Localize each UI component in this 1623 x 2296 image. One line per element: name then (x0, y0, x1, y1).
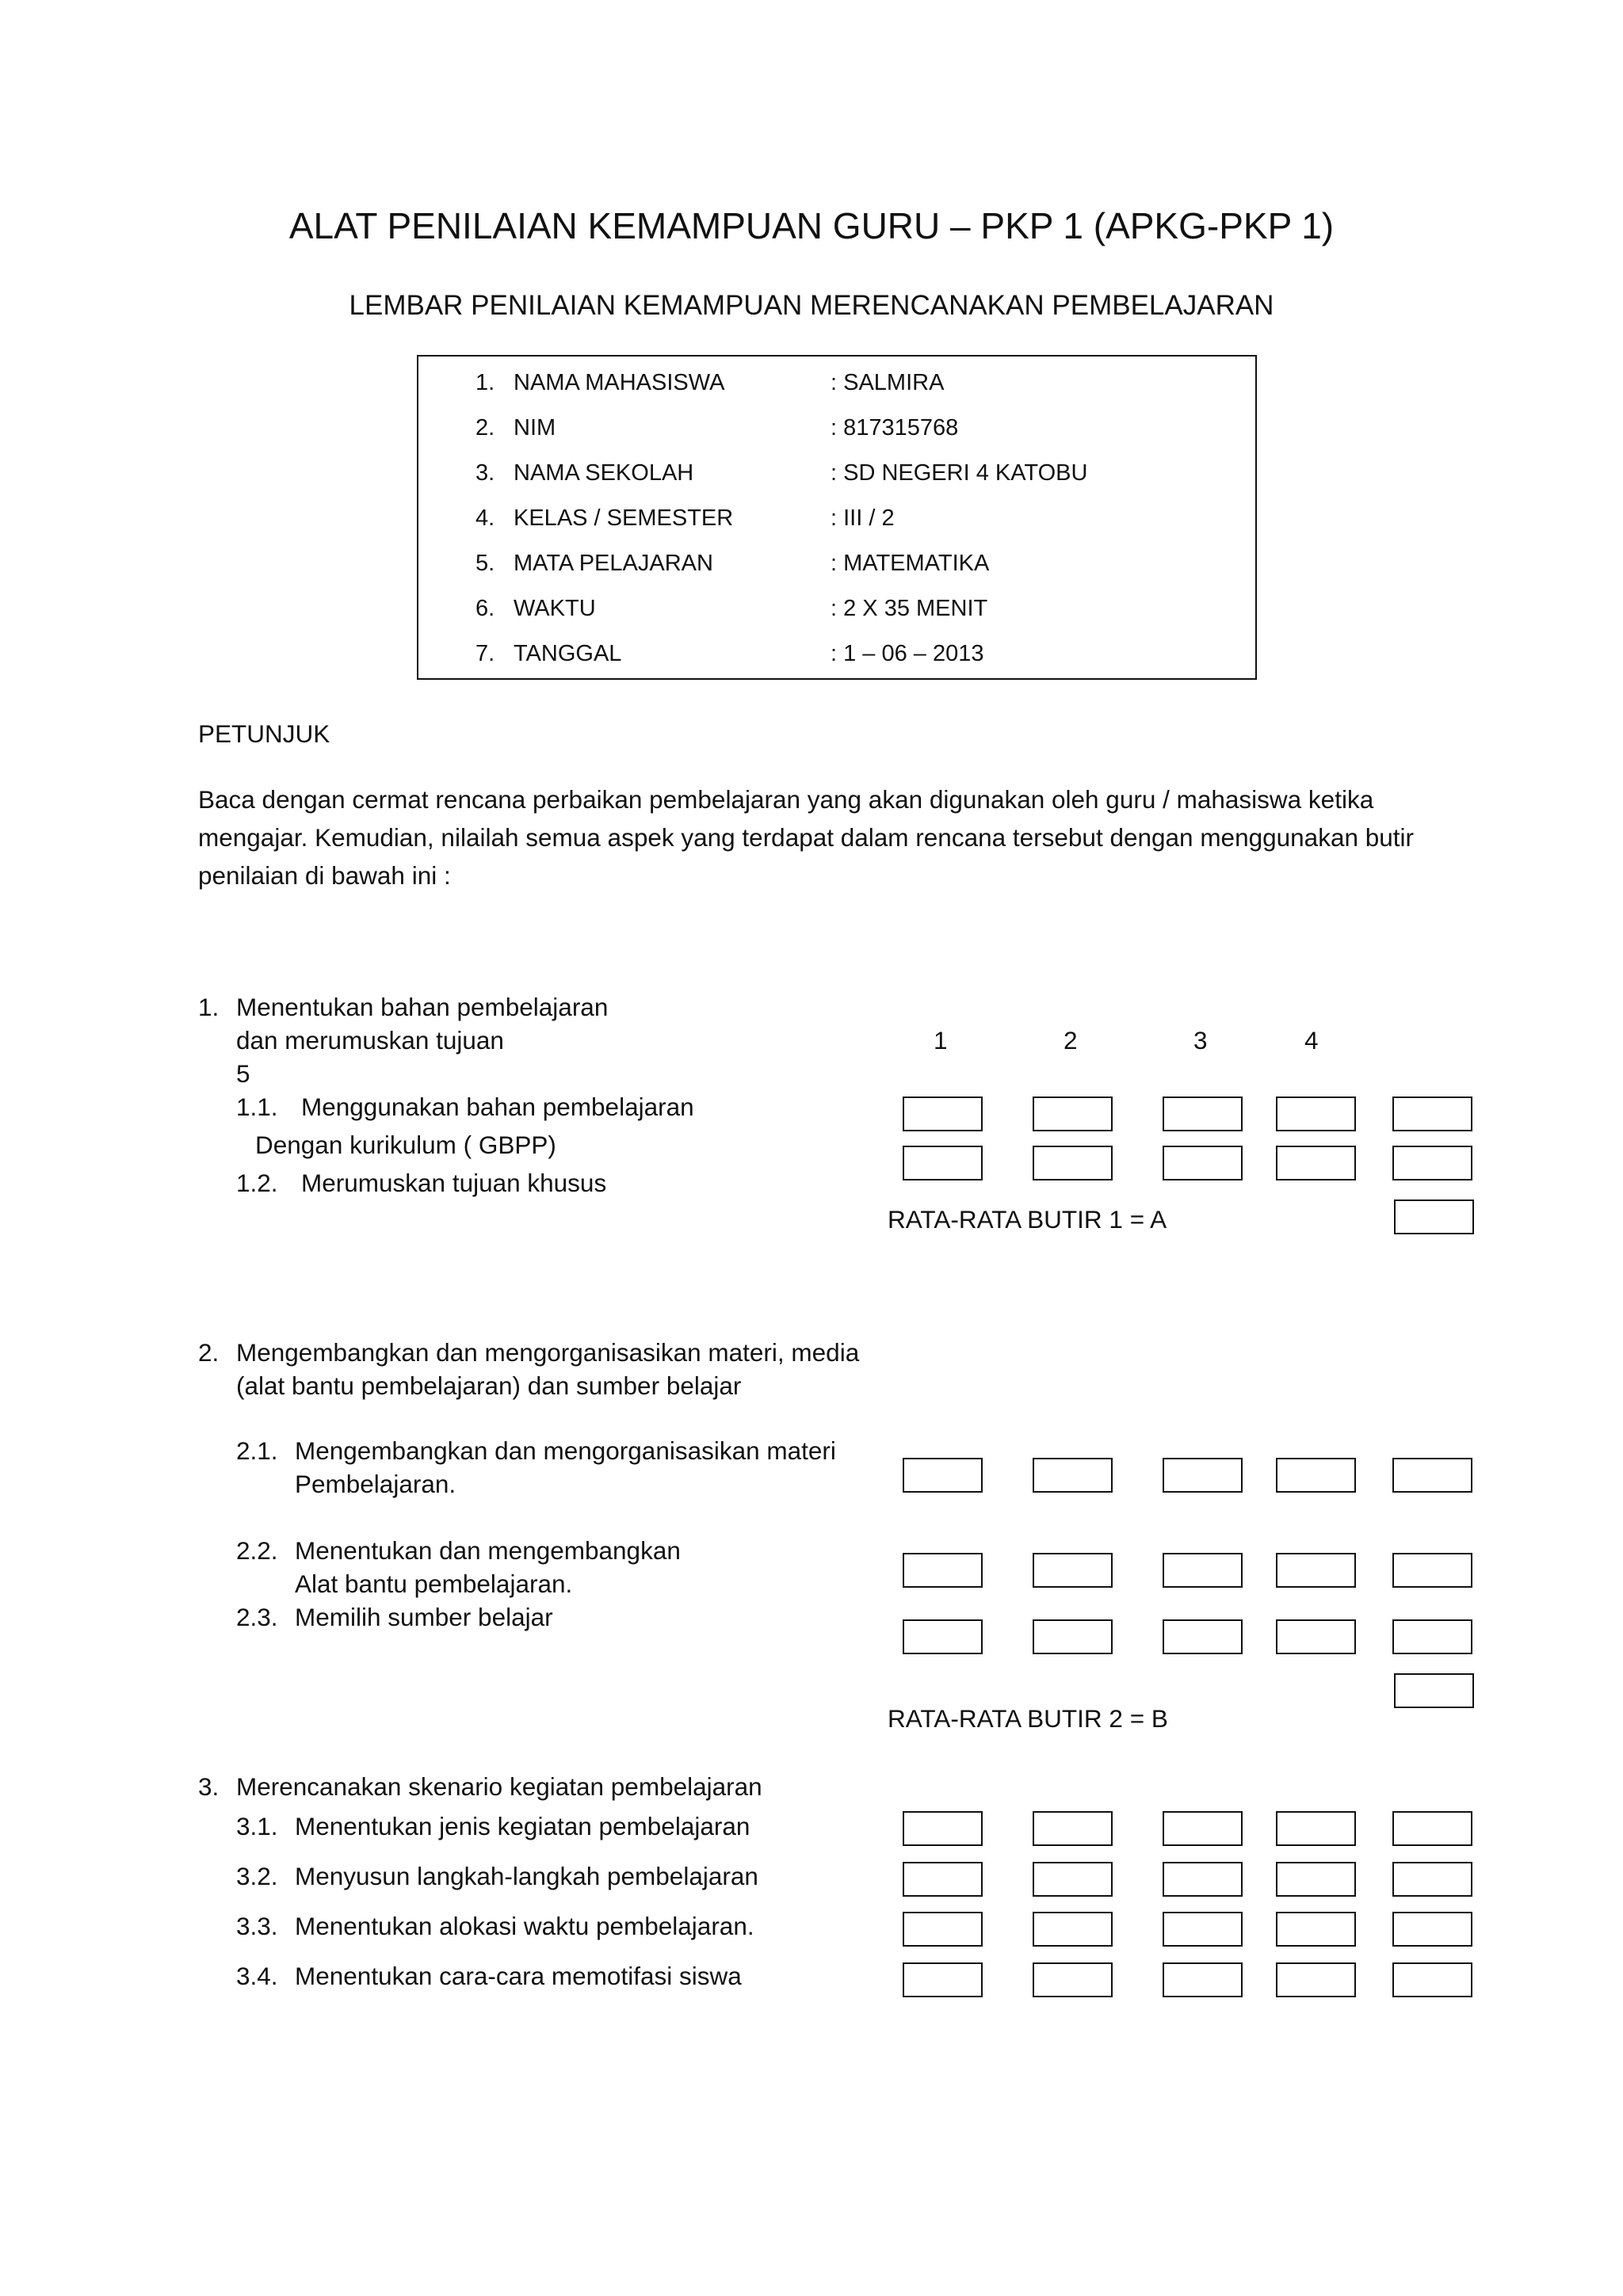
item-number: 2.1. (236, 1436, 278, 1465)
instructions-heading: PETUNJUK (198, 719, 330, 748)
info-label: NIM (514, 415, 556, 441)
item-text: Memilih sumber belajar (295, 1603, 553, 1631)
score-box[interactable] (1276, 1097, 1356, 1131)
info-value: : SALMIRA (831, 370, 945, 395)
item-text-line2: Pembelajaran. (295, 1470, 456, 1498)
item-text: Menentukan dan mengembangkan (295, 1536, 681, 1565)
info-value: : SD NEGERI 4 KATOBU (831, 460, 1088, 486)
info-label: TANGGAL (514, 641, 622, 666)
score-box[interactable] (1163, 1619, 1243, 1654)
score-box[interactable] (1163, 1097, 1243, 1131)
item-text: Mengembangkan dan mengorganisasikan materi (295, 1436, 836, 1465)
section1-number: 1. (198, 993, 220, 1021)
score-box[interactable] (1033, 1912, 1113, 1947)
info-number: 4. (475, 505, 495, 531)
section2-title-line2: (alat bantu pembelajaran) dan sumber belajar (236, 1371, 742, 1400)
item-number: 1.2. (236, 1169, 278, 1197)
score-box[interactable] (1033, 1811, 1113, 1846)
score-box[interactable] (1392, 1553, 1472, 1588)
instructions-line: mengajar. Kemudian, nilailah semua aspek yang terdapat dalam rencana tersebut dengan menggunakan butir (198, 823, 1415, 852)
score-box[interactable] (1033, 1962, 1113, 1997)
average-label-1: RATA-RATA BUTIR 1 = A (888, 1205, 1167, 1234)
score-box[interactable] (1276, 1146, 1356, 1180)
average-box-2[interactable] (1394, 1673, 1474, 1708)
page-title: ALAT PENILAIAN KEMAMPUAN GURU – PKP 1 (APKG-PKP 1) (288, 205, 1335, 246)
item-text: Menentukan alokasi waktu pembelajaran. (295, 1912, 754, 1940)
section3-title: Merencanakan skenario kegiatan pembelajaran (236, 1772, 762, 1801)
score-box[interactable] (1033, 1458, 1113, 1493)
info-label: NAMA SEKOLAH (514, 460, 694, 486)
info-value: : 1 – 06 – 2013 (831, 641, 984, 666)
average-label-2: RATA-RATA BUTIR 2 = B (888, 1704, 1168, 1733)
scale-label-3: 3 (1193, 1026, 1208, 1055)
info-number: 7. (475, 641, 495, 666)
section2-number: 2. (198, 1338, 220, 1367)
info-label: MATA PELAJARAN (514, 551, 713, 576)
score-box[interactable] (1392, 1962, 1472, 1997)
item-number: 3.4. (236, 1962, 278, 1990)
scale-label-4: 4 (1304, 1026, 1319, 1055)
score-box[interactable] (903, 1962, 983, 1997)
item-number: 3.1. (236, 1812, 278, 1840)
info-value: : 2 X 35 MENIT (831, 596, 988, 621)
score-box[interactable] (903, 1619, 983, 1654)
score-box[interactable] (1276, 1862, 1356, 1897)
item-text-line2: Alat bantu pembelajaran. (295, 1569, 573, 1598)
average-box-1[interactable] (1394, 1199, 1474, 1234)
item-text: Menentukan cara-cara memotifasi siswa (295, 1962, 742, 1990)
info-value: : 817315768 (831, 415, 959, 441)
score-box[interactable] (1392, 1912, 1472, 1947)
item-number: 3.2. (236, 1862, 278, 1890)
score-box[interactable] (903, 1553, 983, 1588)
score-box[interactable] (1163, 1146, 1243, 1180)
info-number: 2. (475, 415, 495, 441)
score-box[interactable] (1033, 1146, 1113, 1180)
info-number: 3. (475, 460, 495, 486)
item-text-line2: Dengan kurikulum ( GBPP) (255, 1131, 556, 1159)
section1-title-line3: 5 (236, 1059, 250, 1088)
score-box[interactable] (903, 1811, 983, 1846)
score-box[interactable] (1392, 1862, 1472, 1897)
score-box[interactable] (903, 1146, 983, 1180)
info-number: 6. (475, 596, 495, 621)
page-subtitle: LEMBAR PENILAIAN KEMAMPUAN MERENCANAKAN PEMBELAJARAN (349, 290, 1274, 321)
score-box[interactable] (903, 1862, 983, 1897)
item-text: Menentukan jenis kegiatan pembelajaran (295, 1812, 750, 1840)
score-box[interactable] (1276, 1811, 1356, 1846)
instructions-line: Baca dengan cermat rencana perbaikan pembelajaran yang akan digunakan oleh guru / mahasiswa ketika (198, 785, 1374, 814)
score-box[interactable] (1392, 1458, 1472, 1493)
instructions-line: penilaian di bawah ini : (198, 861, 451, 890)
info-label: NAMA MAHASISWA (514, 370, 725, 395)
score-box[interactable] (903, 1458, 983, 1493)
score-box[interactable] (1033, 1553, 1113, 1588)
info-value: : MATEMATIKA (831, 551, 990, 576)
item-text: Menyusun langkah-langkah pembelajaran (295, 1862, 758, 1890)
section3-number: 3. (198, 1772, 220, 1801)
info-label: KELAS / SEMESTER (514, 505, 734, 531)
score-box[interactable] (1163, 1458, 1243, 1493)
score-box[interactable] (1276, 1553, 1356, 1588)
score-box[interactable] (1276, 1619, 1356, 1654)
score-box[interactable] (1163, 1962, 1243, 1997)
score-box[interactable] (1276, 1458, 1356, 1493)
score-box[interactable] (1163, 1811, 1243, 1846)
section1-title: Menentukan bahan pembelajaran (236, 993, 609, 1021)
score-box[interactable] (1033, 1097, 1113, 1131)
item-number: 2.2. (236, 1536, 278, 1565)
scale-label-2: 2 (1064, 1026, 1078, 1055)
info-value: : III / 2 (831, 505, 895, 531)
score-box[interactable] (1033, 1619, 1113, 1654)
score-box[interactable] (1276, 1912, 1356, 1947)
score-box[interactable] (1392, 1097, 1472, 1131)
score-box[interactable] (1392, 1811, 1472, 1846)
score-box[interactable] (903, 1912, 983, 1947)
item-number: 2.3. (236, 1603, 278, 1631)
item-number: 3.3. (236, 1912, 278, 1940)
scale-label-1: 1 (934, 1026, 948, 1055)
score-box[interactable] (903, 1097, 983, 1131)
score-box[interactable] (1276, 1962, 1356, 1997)
item-number: 1.1. (236, 1093, 278, 1121)
score-box[interactable] (1392, 1619, 1472, 1654)
info-number: 1. (475, 370, 495, 395)
section1-title-line2: dan merumuskan tujuan (236, 1026, 504, 1055)
section2-title: Mengembangkan dan mengorganisasikan materi, media (236, 1338, 860, 1367)
score-box[interactable] (1163, 1553, 1243, 1588)
score-box[interactable] (1392, 1146, 1472, 1180)
score-box[interactable] (1163, 1862, 1243, 1897)
info-label: WAKTU (514, 596, 596, 621)
item-text: Menggunakan bahan pembelajaran (301, 1093, 694, 1121)
score-box[interactable] (1033, 1862, 1113, 1897)
info-number: 5. (475, 551, 495, 576)
item-text: Merumuskan tujuan khusus (301, 1169, 607, 1197)
score-box[interactable] (1163, 1912, 1243, 1947)
